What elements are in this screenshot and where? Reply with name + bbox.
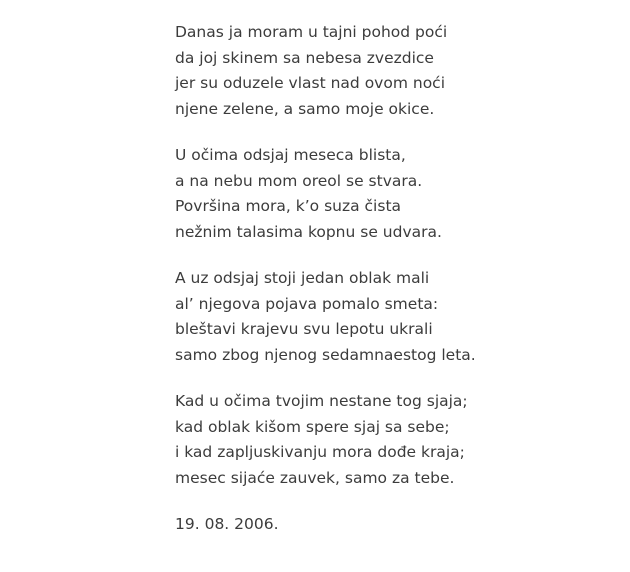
poem-line: Danas ja moram u tajni pohod poći: [175, 23, 448, 41]
poem-line: njene zelene, a samo moje okice.: [175, 99, 435, 118]
poem-line: A uz odsjaj stoji jedan oblak mali: [175, 269, 430, 287]
stanza-2: [175, 143, 615, 245]
stanza-4: [175, 389, 615, 491]
stanza-3: [175, 266, 615, 368]
poem-line: jer su oduzele vlast nad ovom noći: [175, 74, 446, 92]
poem-line: kad oblak kišom spere sjaj sa sebe;: [175, 417, 450, 436]
poem-line: a na nebu mom oreol se stvara.: [175, 171, 423, 190]
poem-line: nežnim talasima kopnu se udvara.: [175, 222, 442, 241]
poem-line: bleštavi krajevu svu lepotu ukrali: [175, 320, 433, 338]
poem-line: Kad u očima tvojim nestane tog sjaja;: [175, 392, 468, 410]
poem-line: mesec sijaće zauvek, samo za tebe.: [175, 468, 455, 487]
poem-line: samo zbog njenog sedamnaestog leta.: [175, 345, 476, 364]
poem-line: i kad zapljuskivanju mora dođe kraja;: [175, 443, 465, 461]
poem-line: Površina mora, k’o suza čista: [175, 197, 402, 215]
poem-body: [175, 20, 615, 538]
poem-date: 19. 08. 2006.: [175, 515, 279, 533]
poem-line: al’ njegova pojava pomalo smeta:: [175, 294, 439, 313]
stanza-1: [175, 20, 615, 122]
poem-line: U očima odsjaj meseca blista,: [175, 146, 406, 164]
poem-line: da joj skinem sa nebesa zvezdice: [175, 48, 434, 67]
